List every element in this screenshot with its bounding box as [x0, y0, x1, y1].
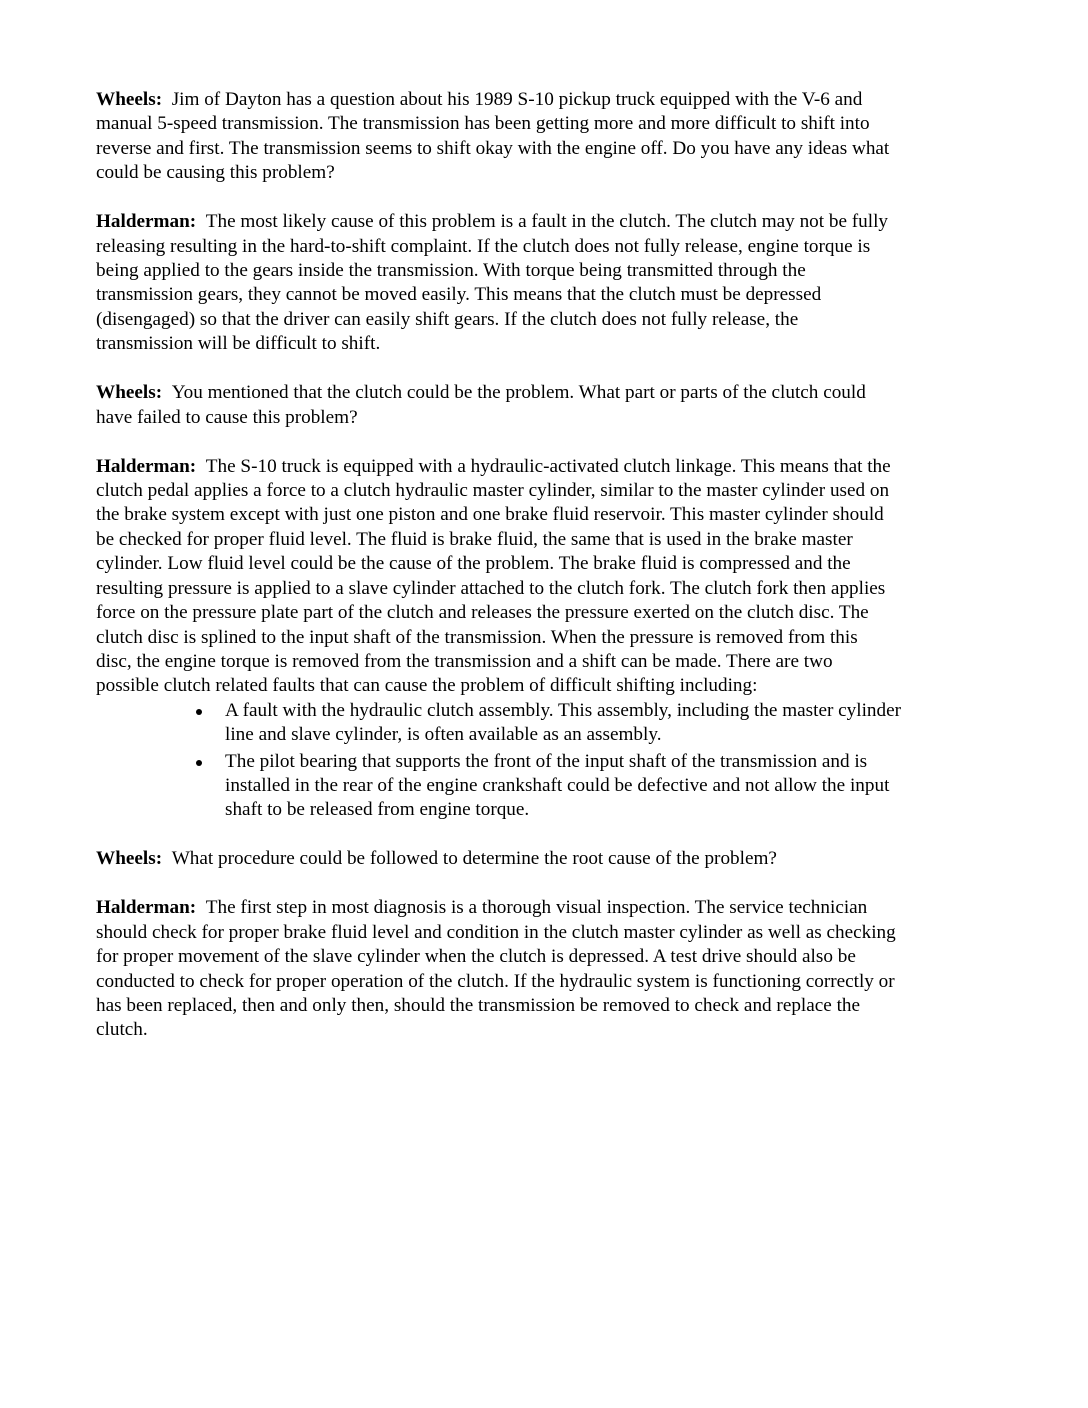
text-line: clutch pedal applies a force to a clutch hydraulic master cylinder, similar to the master cylinder used on — [96, 480, 890, 502]
speaker-label: Halderman: — [96, 211, 197, 233]
text-line: shaft to be released from engine torque. — [225, 799, 530, 821]
text-line: for proper movement of the slave cylinder when the clutch is depressed. A test drive should also be — [96, 946, 856, 968]
text-line: being applied to the gears inside the transmission. With torque being transmitted through the — [96, 260, 806, 282]
text-line: manual 5-speed transmission. The transmission has been getting more and more difficult to shift into — [96, 113, 870, 135]
text-line — [96, 88, 1006, 112]
text-line: be checked for proper fluid level. The fluid is brake fluid, the same that is used in the brake master — [96, 528, 853, 550]
text-line: The pilot bearing that supports the front of the input shaft of the transmission and is — [225, 750, 868, 772]
text-line: resulting pressure is applied to a slave cylinder attached to the clutch fork. The clutch fork then applies — [96, 577, 886, 599]
speaker-label: Halderman: — [96, 897, 197, 919]
line-text: Jim of Dayton has a question about his 1989 S-10 pickup truck equipped with the V-6 and — [171, 89, 863, 110]
text-line — [96, 847, 1006, 871]
text-line: installed in the rear of the engine crankshaft could be defective and not allow the input — [225, 774, 890, 796]
text-line: transmission will be difficult to shift. — [96, 333, 381, 355]
text-line: the brake system except with just one piston and one brake fluid reservoir. This master cylinder should — [96, 504, 884, 526]
line-text: What procedure could be followed to determine the root cause of the problem? — [171, 848, 777, 870]
text-line: reverse and first. The transmission seems to shift okay with the engine off. Do you have any ideas what — [96, 137, 890, 159]
paragraph-halderman-answer-3 — [96, 896, 1006, 1042]
bullet-icon — [196, 760, 202, 766]
text-line: conducted to check for proper operation of the clutch. If the hydraulic system is functioning correctly or — [96, 970, 895, 992]
line-text: The first step in most diagnosis is a thorough visual inspection. The service technician — [205, 897, 868, 919]
text-line: A fault with the hydraulic clutch assembly. This assembly, including the master cylinder — [225, 699, 902, 721]
speaker-label: Wheels: — [96, 89, 163, 110]
paragraph-halderman-answer-1 — [96, 210, 1006, 356]
text-line: disc, the engine torque is removed from the transmission and a shift can be made. There are two — [96, 650, 833, 672]
text-line: cylinder. Low fluid level could be the cause of the problem. The brake fluid is compressed and the — [96, 553, 851, 575]
text-line — [96, 896, 1006, 920]
text-line: releasing resulting in the hard-to-shift complaint. If the clutch does not fully release, engine torque is — [96, 235, 871, 257]
text-line: force on the pressure plate part of the clutch and releases the pressure exerted on the clutch disc. The — [96, 602, 869, 624]
text-line: transmission gears, they cannot be moved easily. This means that the clutch must be depressed — [96, 284, 822, 306]
text-line: has been replaced, then and only then, should the transmission be removed to check and replace the — [96, 994, 861, 1016]
text-line: possible clutch related faults that can cause the problem of difficult shifting including: — [96, 675, 758, 697]
paragraph-wheels-question-2 — [96, 381, 1006, 430]
text-line: line and slave cylinder, is often available as an assembly. — [225, 724, 662, 746]
text-line: clutch disc is splined to the input shaft of the transmission. When the pressure is removed from this — [96, 626, 858, 648]
line-text: The S-10 truck is equipped with a hydraulic-activated clutch linkage. This means that the — [205, 455, 891, 477]
text-line: (disengaged) so that the driver can easily shift gears. If the clutch does not fully release, the — [96, 308, 799, 330]
paragraph-wheels-question-1 — [96, 88, 1006, 186]
text-line — [96, 210, 1006, 234]
text-line: could be causing this problem? — [96, 162, 335, 184]
line-text: You mentioned that the clutch could be the problem. What part or parts of the clutch could — [171, 382, 866, 404]
speaker-label: Wheels: — [96, 382, 163, 404]
text-line: clutch. — [96, 1019, 148, 1041]
bullet-icon — [196, 709, 202, 715]
line-text: The most likely cause of this problem is a fault in the clutch. The clutch may not be fully — [205, 211, 889, 233]
text-line: have failed to cause this problem? — [96, 406, 358, 428]
text-line — [96, 381, 1006, 405]
text-line — [96, 455, 1006, 479]
paragraph-wheels-question-3 — [96, 847, 1006, 871]
speaker-label: Halderman: — [96, 455, 197, 477]
speaker-label: Wheels: — [96, 848, 163, 870]
bullet-item — [96, 750, 1006, 823]
paragraph-halderman-answer-2 — [96, 455, 1006, 699]
bullet-list — [96, 699, 1006, 823]
text-line: should check for proper brake fluid level and condition in the clutch master cylinder as well as checking — [96, 921, 896, 943]
document-page — [96, 88, 1006, 1067]
bullet-item — [96, 699, 1006, 748]
